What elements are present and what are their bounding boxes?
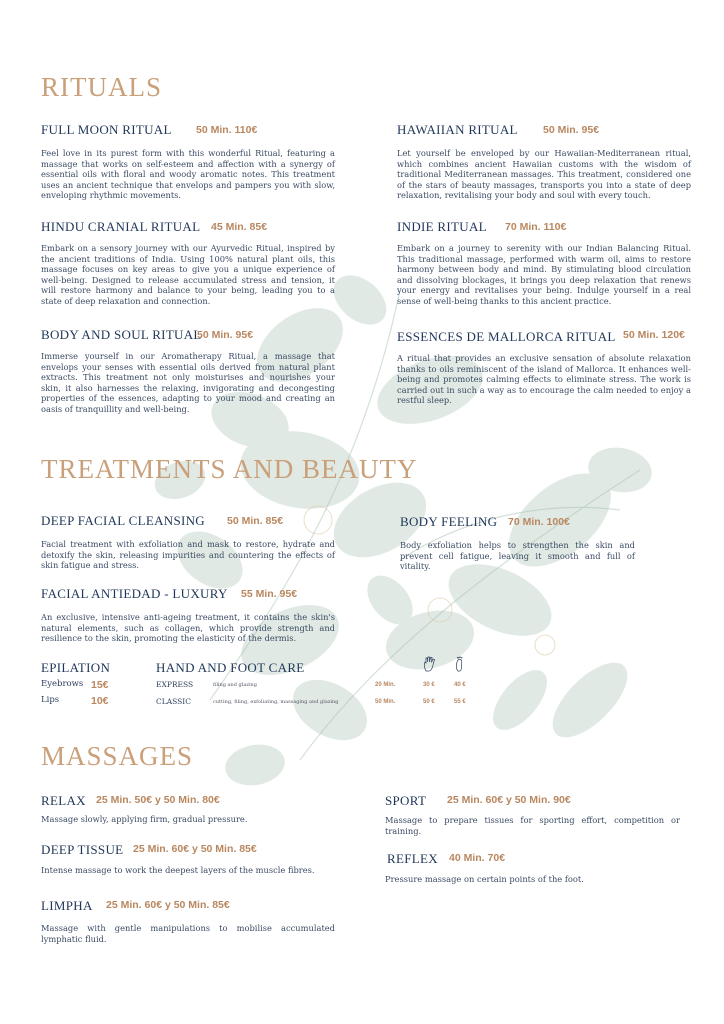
deep-tissue-price: 25 Min. 60€ y 50 Min. 85€ bbox=[133, 843, 257, 855]
sport-description: Massage to prepare tissues for sporting effort, competition or training. bbox=[385, 815, 680, 836]
classic-hand-price: 50 € bbox=[423, 699, 435, 705]
hawaiian-ritual-price: 50 Min. 95€ bbox=[543, 124, 600, 136]
facial-antiedad-luxury-price: 55 Min. 95€ bbox=[241, 588, 298, 600]
limpha-title: LIMPHA bbox=[41, 898, 93, 913]
hand-icon bbox=[423, 656, 437, 672]
express-foot-price: 40 € bbox=[454, 682, 466, 688]
deep-tissue-title: DEEP TISSUE bbox=[41, 842, 124, 857]
deep-facial-cleansing-title: DEEP FACIAL CLEANSING bbox=[41, 513, 205, 528]
reflex-description: Pressure massage on certain points of the foot. bbox=[385, 874, 584, 884]
deep-facial-cleansing-description: Facial treatment with exfoliation and mask to restore, hydrate and detoxify the skin, releasing impurities and countering the effects of skin fatigue and stress. bbox=[41, 539, 335, 570]
body-feeling-price: 70 Min. 100€ bbox=[508, 516, 570, 528]
classic-label: CLASSIC bbox=[156, 697, 191, 706]
full-moon-ritual-title: FULL MOON RITUAL bbox=[41, 122, 172, 137]
foot-icon bbox=[454, 656, 466, 672]
hawaiian-ritual-title: HAWAIIAN RITUAL bbox=[397, 122, 518, 137]
indie-ritual-description: Embark on a journey to serenity with our Indian Balancing Ritual. This traditional massage, performed with warm oil, aims to restore harmony between body and mind. By stimulating blood circulation and dissolving blockages, it brings you deep relaxation that renews your energy and revitalises your being. Indulge yourself in a real sense of well-being thanks to this ancient practice. bbox=[397, 243, 691, 306]
limpha-description: Massage with gentle manipulations to mobilise accumulated lymphatic fluid. bbox=[41, 923, 335, 944]
massages-section-title: MASSAGES bbox=[41, 741, 194, 771]
reflex-price: 40 Min. 70€ bbox=[449, 852, 506, 864]
essences-de-mallorca-ritual-description: A ritual that provides an exclusive sensation of absolute relaxation thanks to oils reminiscent of the island of Mallorca. It enhances well-being and promotes calming effects to eliminate stress. The work is carried out in such a way as to encourage the calm needed to enjoy a restful sleep. bbox=[397, 353, 691, 405]
facial-antiedad-luxury-description: An exclusive, intensive anti-ageing treatment, it contains the skin's natural elements, such as collagen, which provide strength and resilience to the skin, promoting the elasticity of the dermis. bbox=[41, 612, 335, 643]
hindu-cranial-ritual-title: HINDU CRANIAL RITUAL bbox=[41, 219, 201, 234]
indie-ritual-price: 70 Min. 110€ bbox=[505, 221, 567, 233]
body-and-soul-ritual-price: 50 Min. 95€ bbox=[197, 329, 254, 341]
relax-description: Massage slowly, applying firm, gradual pressure. bbox=[41, 814, 248, 824]
full-moon-ritual-price: 50 Min. 110€ bbox=[196, 124, 258, 136]
facial-antiedad-luxury-title: FACIAL ANTIEDAD - LUXURY bbox=[41, 586, 228, 601]
reflex-title: REFLEX bbox=[387, 851, 438, 866]
epilation-eyebrows-label: Eyebrows bbox=[41, 679, 84, 689]
express-label: EXPRESS bbox=[156, 680, 194, 689]
hawaiian-ritual-description: Let yourself be enveloped by our Hawaiian-Mediterranean ritual, which combines ancient Hawaiian customs with the wisdom of traditional Mediterranean massages. This treatment, considered one of the stars of beauty massages, transports you into a state of deep relaxation, revitalising your body and soul with every touch. bbox=[397, 148, 691, 200]
body-and-soul-ritual-description: Immerse yourself in our Aromatherapy Ritual, a massage that envelops your senses with essential oils derived from natural plant extracts. This treatment not only moisturises and nourishes your skin, it also harnesses the relaxing, invigorating and decongesting properties of the essences, adapting to your mood and creating an oasis of tranquillity and well-being. bbox=[41, 351, 335, 414]
essences-de-mallorca-ritual-price: 50 Min. 120€ bbox=[623, 329, 685, 341]
body-and-soul-ritual-title: BODY AND SOUL RITUAL bbox=[41, 327, 202, 342]
relax-title: RELAX bbox=[41, 793, 86, 808]
sport-price: 25 Min. 60€ y 50 Min. 90€ bbox=[447, 794, 571, 806]
relax-price: 25 Min. 50€ y 50 Min. 80€ bbox=[96, 794, 220, 806]
deep-tissue-description: Intense massage to work the deepest layers of the muscle fibres. bbox=[41, 865, 315, 875]
full-moon-ritual-description: Feel love in its purest form with this wonderful Ritual, featuring a massage that works on self-esteem and affection with a synergy of essential oils with floral and woody aromatic notes. This treatment uses an ancient technique that envelops and pampers you with slow, enveloping rhythmic movements. bbox=[41, 148, 335, 200]
sport-title: SPORT bbox=[385, 793, 427, 808]
classic-foot-price: 55 € bbox=[454, 699, 466, 705]
express-detail: filing and glazing bbox=[213, 682, 257, 688]
classic-detail: cutting, filing, exfoliating, massaging and glazing bbox=[213, 699, 339, 705]
deep-facial-cleansing-price: 50 Min. 85€ bbox=[227, 515, 284, 527]
rituals-section-title: RITUALS bbox=[41, 72, 162, 102]
body-feeling-title: BODY FEELING bbox=[400, 514, 498, 529]
hindu-cranial-ritual-description: Embark on a sensory journey with our Ayurvedic Ritual, inspired by the ancient traditions of India. Using 100% natural plant oils, this massage focuses on key areas to give you a unique experience of well-being. Designed to release accumulated stress and tension, it will restore harmony and balance to your being, leading you to a state of deep relaxation and connection. bbox=[41, 243, 335, 306]
limpha-price: 25 Min. 60€ y 50 Min. 85€ bbox=[106, 899, 230, 911]
hand-and-foot-care-title: HAND AND FOOT CARE bbox=[156, 660, 305, 675]
body-feeling-description: Body exfoliation helps to strengthen the skin and prevent cell fatigue, leaving it smooth and full of vitality. bbox=[400, 540, 635, 571]
treatments-section-title: TREATMENTS AND BEAUTY bbox=[41, 454, 418, 484]
hindu-cranial-ritual-price: 45 Min. 85€ bbox=[211, 221, 268, 233]
epilation-lips-label: Lips bbox=[41, 695, 60, 705]
epilation-eyebrows-price: 15€ bbox=[91, 679, 109, 691]
express-hand-price: 30 € bbox=[423, 682, 435, 688]
indie-ritual-title: INDIE RITUAL bbox=[397, 219, 487, 234]
essences-de-mallorca-ritual-title: ESSENCES DE MALLORCA RITUAL bbox=[397, 329, 616, 344]
express-time: 20 Min. bbox=[375, 682, 396, 688]
epilation-lips-price: 10€ bbox=[91, 695, 109, 707]
classic-time: 50 Min. bbox=[375, 699, 396, 705]
epilation-title: EPILATION bbox=[41, 660, 111, 675]
